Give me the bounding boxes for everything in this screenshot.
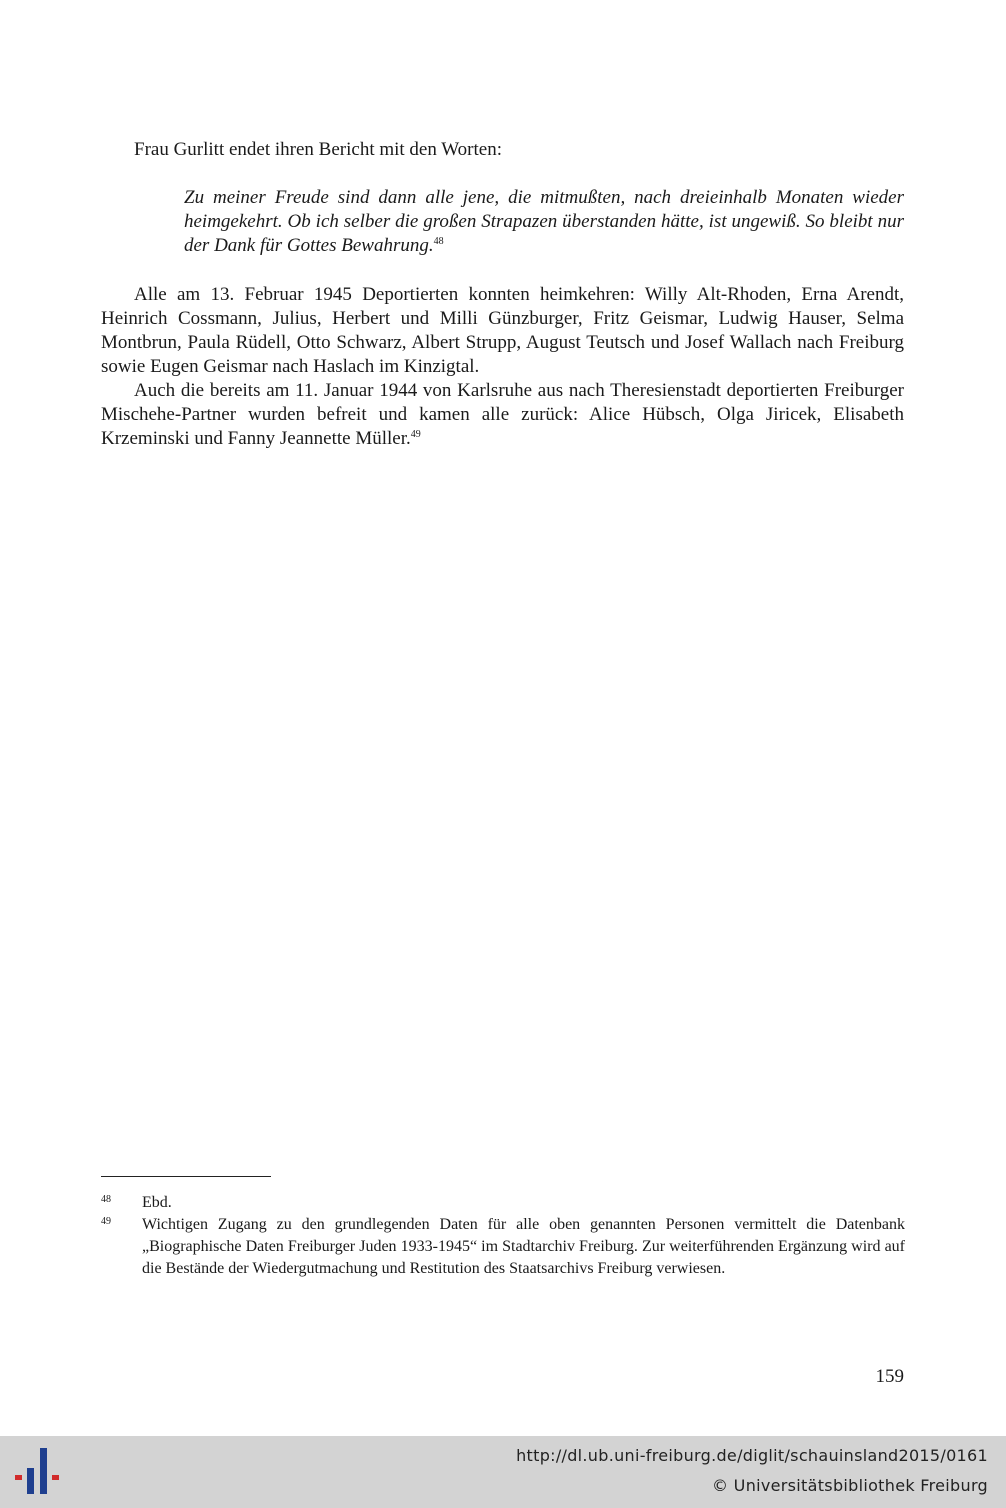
footnotes [101, 1192, 905, 1280]
viewer-footer-bar [0, 1436, 1006, 1508]
ub-freiburg-logo-icon[interactable] [12, 1446, 64, 1498]
footnote-48 [101, 1192, 905, 1214]
body-text [101, 283, 904, 451]
footnote-49 [101, 1214, 905, 1280]
footnote-number: 48 [101, 1194, 111, 1205]
block-quote [184, 186, 904, 258]
footnote-number: 49 [101, 1216, 111, 1227]
footnote-ref-49[interactable]: 49 [410, 429, 421, 440]
footnote-divider [101, 1176, 271, 1177]
page-number: 159 [875, 1366, 904, 1387]
footnote-ref-48[interactable]: 48 [433, 236, 444, 247]
copyright-notice: © Universitätsbibliothek Freiburg [712, 1476, 988, 1495]
paragraph: Alle am 13. Februar 1945 Deportierten konnten heimkehren: Willy Alt-Rhoden, Erna Arendt, Heinrich Cossmann, Julius, Herbert und Milli Günzburger, Fritz Geismar, Ludwig Hauser, Selma Montbrun, Paula Rüdell, Otto Schwarz, Albert Strupp, August Teutsch und Josef Wallach nach Freiburg sowie Eugen Geismar nach Haslach im Kinzigtal. [101, 284, 904, 377]
intro-line: Frau Gurlitt endet ihren Bericht mit den Worten: [134, 139, 503, 160]
footnote-text: Ebd. [142, 1194, 172, 1211]
permalink-url[interactable]: http://dl.ub.uni-freiburg.de/diglit/schauinsland2015/0161 [516, 1446, 988, 1465]
footnote-text: Wichtigen Zugang zu den grundlegenden Daten für alle oben genannten Personen vermittelt die Datenbank „Biographische Daten Freiburger Juden 1933-1945“ im Stadtarchiv Freiburg. Zur weiterführenden Ergänzung wird auf die Bestände der Wiedergutmachung und Restitution des Staatsarchivs Freiburg verwiesen. [142, 1216, 905, 1277]
quote-text: Zu meiner Freude sind dann alle jene, die mitmußten, nach dreieinhalb Monaten wieder heimgekehrt. Ob ich selber die großen Strapazen überstanden hätte, ist ungewiß. So bleibt nur der Dank für Gottes Bewahrung. [184, 187, 904, 256]
paragraph-text: Auch die bereits am 11. Januar 1944 von Karlsruhe aus nach Theresienstadt deportierten Freiburger Mischehe-Partner wurden befreit und kamen alle zurück: Alice Hübsch, Olga Jiricek, Elisabeth Krzeminski und Fanny Jeannette Müller. [101, 380, 904, 449]
paragraph [101, 379, 904, 451]
